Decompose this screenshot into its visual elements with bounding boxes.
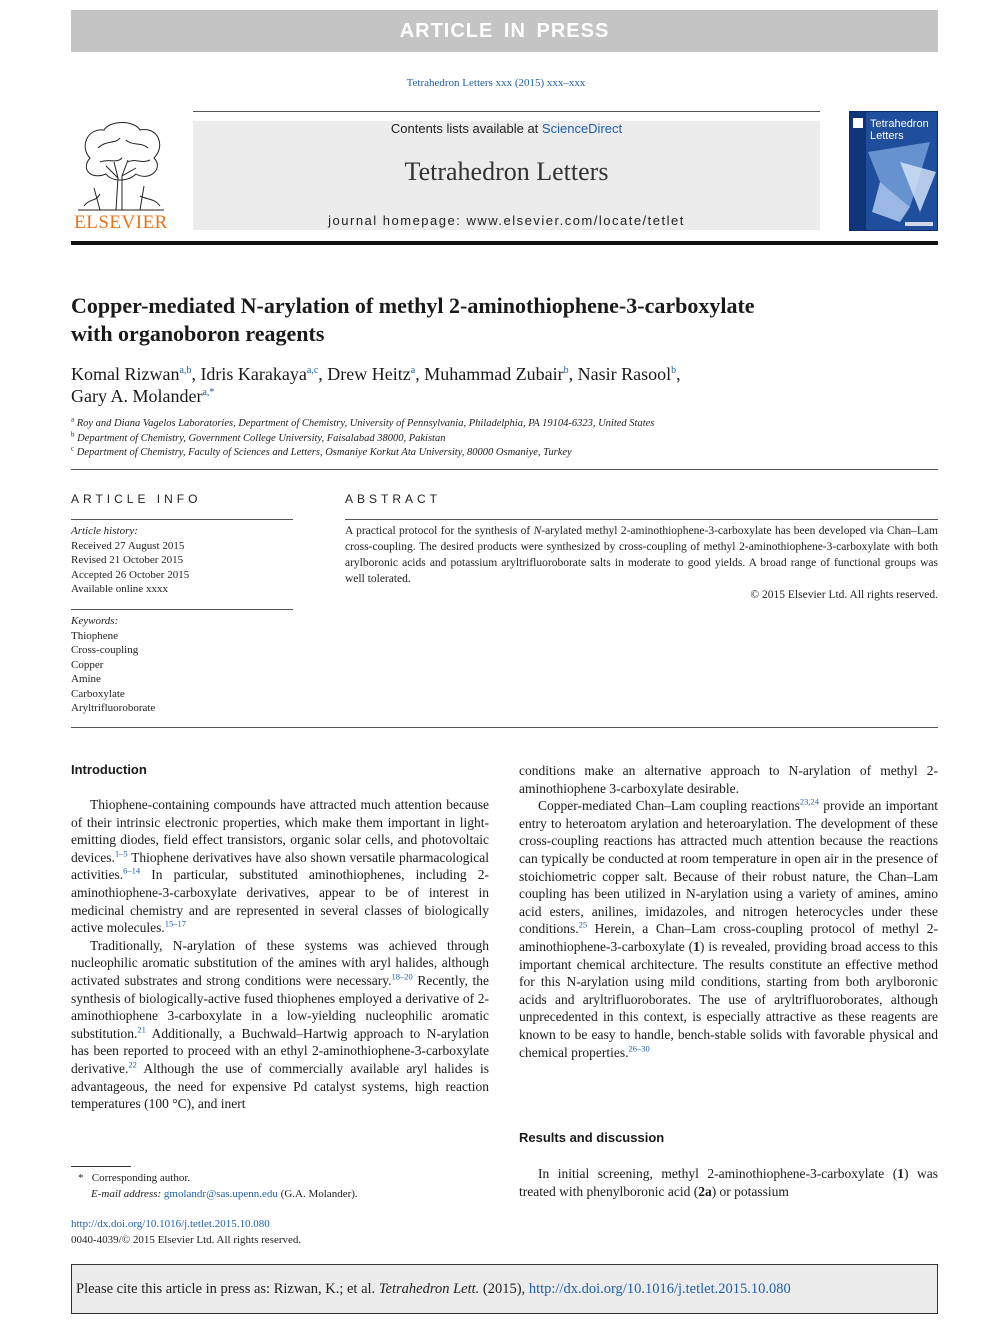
text-run: Traditionally, N-arylation of these systems was achieved through nucleophilic aromatic substitution of the amines with aryl halides, although activated substrates and strong conditions were necessary.	[71, 937, 489, 988]
affiliation-item	[71, 446, 931, 461]
author-separator: ,	[191, 364, 201, 384]
intro-paragraph-2-continued: conditions make an alternative approach to N-arylation of methyl 2-aminothiophene 3-carboxylate desirable.	[519, 763, 938, 796]
compound-label: 2a	[698, 1183, 712, 1199]
affiliation-key: b	[71, 430, 75, 438]
author-name: Idris Karakaya	[200, 364, 307, 384]
footnote-rule	[71, 1166, 131, 1167]
email-note	[78, 1186, 498, 1202]
introduction-heading: Introduction	[71, 762, 147, 777]
keywords	[71, 614, 293, 716]
keyword-item: Thiophene	[71, 629, 119, 642]
text-run: ) was treated with phenylboronic acid (	[519, 1166, 938, 1199]
keyword-item: Cross-coupling	[71, 644, 139, 656]
history-revised: Revised 21 October 2015	[71, 554, 184, 566]
abstract-text-2: -arylated methyl 2-aminothiophene-3-carboxylate has been developed via Chan–Lam cross-coupling. The desired products were synthesized by cross-coupling of methyl 2-aminothiophene-3-carboxylate with both arylboronic acids and potassium aryltrifluoroborate salts in moderate to good yields. A broad range of functional groups was well tolerated.	[345, 525, 938, 585]
article-in-press-banner: ARTICLE IN PRESS	[71, 10, 938, 52]
text-run: Recently, the synthesis of biologically-active fused thiophenes employed a derivative of 2-aminothiophene 3-carboxylate in a low-yielding nucleophilic aromatic substitution.	[71, 972, 489, 1041]
issn-line: 0040-4039/© 2015 Elsevier Ltd. All rights reserved.	[71, 1234, 302, 1246]
author-list	[71, 363, 831, 407]
article-title: Copper-mediated N-arylation of methyl 2-aminothiophene-3-carboxylate with organoboron reagents	[71, 293, 755, 346]
author-name: Muhammad Zubair	[424, 364, 564, 384]
citation-ref[interactable]: 25	[578, 919, 588, 930]
author-name: Gary A. Molander	[71, 386, 203, 406]
cite-journal: Tetrahedron Lett.	[378, 1281, 480, 1297]
citation-ref[interactable]: 15–17	[164, 918, 186, 929]
article-info-rule	[71, 519, 293, 520]
intro-left-column	[71, 796, 489, 1113]
author-separator: ,	[676, 364, 681, 384]
intro-right-column	[519, 762, 938, 1061]
author-name: Nasir Rasool	[577, 364, 672, 384]
elsevier-logo	[70, 118, 172, 234]
author-separator: ,	[318, 364, 328, 384]
citation-ref[interactable]: 23,24	[799, 796, 820, 807]
text-run: In particular, substituted aminothiophenes, including 2-aminothiophene-3-carboxylate derivatives, appear to be of interest in medicinal chemistry and are represented in several classes of biologically active molecules.	[71, 867, 489, 936]
journal-reference[interactable]: Tetrahedron Letters xxx (2015) xxx–xxx	[406, 77, 586, 89]
affiliation-key: a	[71, 415, 75, 424]
history-label: Article history:	[71, 525, 138, 537]
affiliation-rule	[71, 469, 938, 470]
intro-paragraph-2	[71, 937, 489, 1113]
header-top-rule	[193, 111, 820, 112]
text-run: Thiophene-containing compounds have attracted much attention because of their intrinsic electronic properties, which make them important in light-emitting diodes, field effect transistors, organic solar cells, and photovoltaic devices.	[71, 797, 489, 865]
citation-box	[71, 1264, 938, 1314]
compound-label: 1	[693, 938, 700, 954]
results-heading: Results and discussion	[519, 1130, 665, 1145]
doi-link[interactable]: http://dx.doi.org/10.1016/j.tetlet.2015.10.080	[71, 1218, 270, 1230]
author-affiliation-mark[interactable]: b	[671, 365, 677, 376]
keyword-item: Carboxylate	[71, 687, 125, 700]
history-online: Available online xxxx	[71, 583, 168, 595]
abstract-copyright: © 2015 Elsevier Ltd. All rights reserved.	[750, 589, 938, 601]
contents-line	[193, 121, 820, 136]
article-info-heading: ARTICLE INFO	[71, 492, 202, 506]
keywords-rule	[71, 609, 293, 610]
affiliation-item	[71, 432, 931, 447]
text-run: provide an important entry to heteroatom arylation and heteroarylation. The development of these cross-coupling reactions has attracted much attention because the reactions can typically be conducted at room temperature in open air in the presence of stoichiometric copper salt. Because of their robust nature, the Chan–Lam coupling has been utilized in N-arylation using a variety of amines, amino acid esters, anilines, imidazoles, and nitrogen heterocycles under these conditions.	[519, 798, 938, 937]
text-run: ) is revealed, providing broad access to this important chemical architecture. The results constitute an effective method for this N-arylation using mild conditions, starting from both arylboronic acids and aryltrifluoroborates. The use of aryltrifluoroborates, although unprecedented in this context, is especially attractive as these reagents are known to be easy to handle, bench-stable solids with favorable physical and chemical properties.	[519, 938, 938, 1060]
author-affiliation-mark[interactable]: b	[563, 365, 569, 376]
abstract-italic: N	[533, 525, 542, 537]
abstract-heading: ABSTRACT	[345, 492, 442, 506]
sciencedirect-link[interactable]: ScienceDirect	[541, 121, 623, 136]
affiliation-text: Roy and Diana Vagelos Laboratories, Department of Chemistry, University of Pennsylvania, Philadelphia, PA 19104-6323, United States	[76, 418, 655, 429]
email-label: E-mail address:	[91, 1188, 162, 1200]
author-affiliation-mark[interactable]: a,b	[179, 365, 192, 376]
journal-header	[193, 121, 820, 230]
author-separator: ,	[415, 364, 425, 384]
elsevier-tree-icon	[70, 118, 172, 212]
affiliation-key: c	[71, 444, 75, 453]
citation-ref[interactable]: 26–30	[628, 1043, 650, 1053]
text-run: ) or potassium	[711, 1183, 789, 1199]
journal-cover	[849, 111, 938, 231]
abstract-bottom-rule	[71, 727, 938, 728]
elsevier-wordmark: ELSEVIER	[74, 212, 168, 233]
affiliations	[71, 417, 931, 461]
cite-year: (2015),	[482, 1281, 526, 1297]
author-name: Komal Rizwan	[71, 364, 180, 384]
footnote-corresponding: Corresponding author.	[91, 1172, 191, 1184]
email-suffix: (G.A. Molander).	[280, 1188, 358, 1200]
affiliation-item	[71, 417, 931, 432]
author-affiliation-mark[interactable]: a	[410, 365, 416, 376]
email-link[interactable]: gmolandr@sas.upenn.edu	[163, 1188, 278, 1200]
text-run: Although the use of commercially available aryl halides is advantageous, the need for expensive Pd catalyst systems, high reaction temperatures (100 °C), and inert	[71, 1060, 489, 1112]
corresponding-author-note	[78, 1170, 498, 1186]
affiliation-text: Department of Chemistry, Faculty of Sciences and Letters, Osmaniye Korkut Ata University, 80000 Osmaniye, Turkey	[76, 447, 572, 458]
author-separator: ,	[568, 364, 578, 384]
results-column	[519, 1165, 938, 1200]
text-run: Herein, a Chan–Lam cross-coupling protocol of methyl 2-aminothiophene-3-carboxylate (	[519, 921, 938, 954]
citation-ref[interactable]: 22	[128, 1059, 137, 1070]
author-affiliation-mark[interactable]: a,*	[202, 387, 215, 398]
footnote-star: *	[78, 1172, 84, 1184]
abstract-rule	[345, 519, 938, 520]
journal-name: Tetrahedron Letters	[404, 157, 609, 186]
affiliation-text: Department of Chemistry, Government College University, Faisalabad 38000, Pakistan	[77, 432, 446, 444]
footnote	[78, 1170, 498, 1202]
cite-doi-link[interactable]: http://dx.doi.org/10.1016/j.tetlet.2015.10.080	[528, 1281, 791, 1297]
header-thick-rule	[71, 241, 938, 245]
author-affiliation-mark[interactable]: a,c	[306, 365, 319, 376]
contents-prefix: Contents lists available at	[390, 121, 539, 136]
keywords-label: Keywords:	[71, 615, 119, 627]
abstract-body	[345, 523, 938, 603]
compound-label: 1	[897, 1166, 904, 1181]
citation-ref[interactable]: 18–20	[391, 971, 413, 982]
text-run: In initial screening, methyl 2-aminothiophene-3-carboxylate (	[538, 1166, 898, 1181]
doi-block	[71, 1216, 491, 1248]
abstract-text-1: A practical protocol for the synthesis of	[345, 525, 534, 537]
intro-paragraph-3	[519, 797, 938, 1061]
citation-ref[interactable]: 21	[137, 1024, 146, 1035]
text-run: Copper-mediated Chan–Lam coupling reactions	[538, 798, 800, 814]
cite-prefix: Please cite this article in press as: Rizwan, K.; et al.	[76, 1281, 376, 1297]
citation-ref[interactable]: 1–5	[114, 848, 128, 859]
text-run: Additionally, a Buchwald–Hartwig approach to N-arylation has been reported to proceed with an ethyl 2-aminothiophene-3-carboxylate derivative.	[71, 1025, 489, 1076]
author-name: Drew Heitz	[327, 364, 411, 384]
keyword-item: Aryltrifluoroborate	[71, 702, 156, 714]
history-accepted: Accepted 26 October 2015	[71, 568, 190, 581]
cover-title: Tetrahedron Letters	[870, 118, 929, 142]
keyword-item: Amine	[71, 673, 101, 685]
intro-paragraph-1	[71, 796, 489, 937]
citation-ref[interactable]: 6–14	[123, 865, 141, 876]
article-history	[71, 524, 293, 597]
keyword-item: Copper	[71, 658, 104, 671]
journal-homepage[interactable]: journal homepage: www.elsevier.com/locate/tetlet	[328, 213, 685, 228]
results-paragraph-1	[519, 1165, 938, 1200]
history-received: Received 27 August 2015	[71, 539, 185, 552]
text-run: Thiophene derivatives have also shown versatile pharmacological activities.	[71, 849, 489, 883]
